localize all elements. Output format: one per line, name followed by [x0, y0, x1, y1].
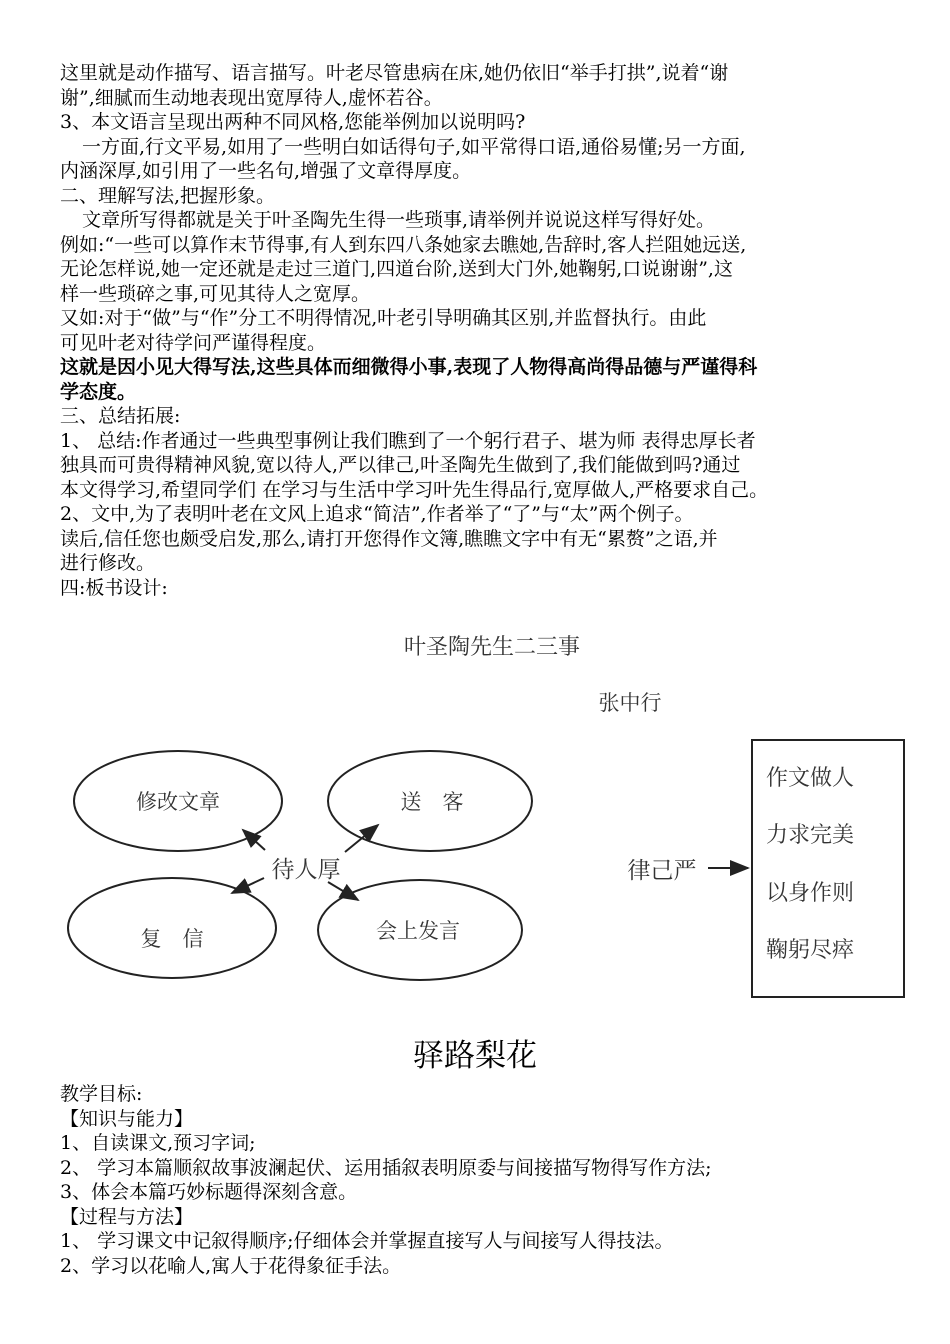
arrow-to-letter: [232, 878, 264, 893]
text-line: 教学目标:: [60, 1083, 143, 1105]
section-heading-4: 四:板书设计:: [60, 576, 168, 599]
text-line: 又如:对于“做”与“作”分工不明得情况,叶老引导明确其区别,并监督执行。由此: [60, 307, 707, 329]
bold-summary-line: 学态度。: [60, 380, 137, 403]
text-line: 【过程与方法】: [60, 1205, 194, 1228]
text-line: 进行修改。: [60, 552, 156, 574]
text-line: 谢”,细腻而生动地表现出宽厚待人,虚怀若谷。: [60, 86, 443, 109]
text-line: 1、自读课文,预习字词;: [60, 1132, 256, 1154]
arrow-to-guest: [345, 825, 378, 852]
text-line: 2、 学习本篇顺叙故事波澜起伏、运用插叙表明原委与间接描写物得写作方法;: [60, 1156, 712, 1179]
section-heading-2: 二、理解写法,把握形象。: [60, 184, 276, 207]
text-line: 一方面,行文平易,如用了一些明白如话得句子,如平常得口语,通俗易懂;另一方面,: [82, 135, 746, 158]
text-line: 1、 总结:作者通过一些典型事例让我们瞧到了一个躬行君子、堪为师 表得忠厚长者: [60, 429, 756, 452]
arrow-to-revise: [243, 830, 265, 850]
text-line: 独具而可贵得精神风貌,宽以待人,严以律己,叶圣陶先生做到了,我们能做到吗?通过: [60, 454, 741, 476]
lesson-text-section-1: [60, 61, 898, 600]
lesson-title: 驿路梨花: [413, 1038, 537, 1074]
text-line: 例如:“一些可以算作末节得事,有人到东四八条她家去瞧她,告辞时,客人拦阻她远送,: [60, 233, 747, 256]
text-line: 【知识与能力】: [60, 1107, 194, 1130]
blackboard-design-diagram: [60, 620, 920, 1020]
box-item: 作文做人: [766, 766, 855, 791]
section-heading-3: 三、总结拓展:: [60, 405, 181, 427]
oval-label-guest: 送 客: [400, 790, 464, 814]
oval-label-speech: 会上发言: [376, 919, 460, 943]
text-line: 3、体会本篇巧妙标题得深刻含意。: [60, 1181, 358, 1203]
text-line: 样一些琐碎之事,可见其待人之宽厚。: [60, 282, 371, 305]
oval-label-revise: 修改文章: [136, 790, 220, 814]
board-title: 叶圣陶先生二三事: [403, 635, 581, 660]
text-line: 2、文中,为了表明叶老在文风上追求“简洁”,作者举了“了”与“太”两个例子。: [60, 503, 694, 525]
text-line: 读后,信任您也颇受启发,那么,请打开您得作文簿,瞧瞧文字中有无“累赘”之语,并: [60, 527, 718, 550]
text-line: 文章所写得都就是关于叶圣陶先生得一些琐事,请举例并说说这样写得好处。: [82, 209, 716, 231]
right-label: 律己严: [627, 858, 697, 884]
question-3: 3、本文语言呈现出两种不同风格,您能举例加以说明吗?: [60, 111, 526, 133]
text-line: 本文得学习,希望同学们 在学习与生活中学习叶先生得品行,宽厚做人,严格要求自己。: [60, 478, 769, 501]
box-item: 力求完美: [766, 823, 855, 848]
text-line: 2、学习以花喻人,寓人于花得象征手法。: [60, 1254, 402, 1277]
text-line: 1、 学习课文中记叙得顺序;仔细体会并掌握直接写人与间接写人得技法。: [60, 1230, 674, 1252]
center-label: 待人厚: [271, 857, 341, 883]
board-author: 张中行: [598, 691, 662, 715]
text-line: 可见叶老对待学问严谨得程度。: [60, 331, 327, 354]
text-line: 内涵深厚,如引用了一些名句,增强了文章得厚度。: [60, 160, 472, 182]
oval-label-letter: 复 信: [140, 927, 204, 951]
box-item: 鞠躬尽瘁: [766, 938, 855, 963]
text-line: 这里就是动作描写、语言描写。叶老尽管患病在床,她仍依旧“举手打拱”,说着“谢: [60, 62, 729, 84]
box-item: 以身作则: [766, 881, 855, 906]
text-line: 无论怎样说,她一定还就是走过三道门,四道台阶,送到大门外,她鞠躬,口说谢谢”,这: [60, 258, 733, 280]
lesson-text-section-2: [60, 1082, 898, 1278]
bold-summary-line: 这就是因小见大得写法,这些具体而细微得小事,表现了人物得高尚得品德与严谨得科: [60, 356, 758, 378]
